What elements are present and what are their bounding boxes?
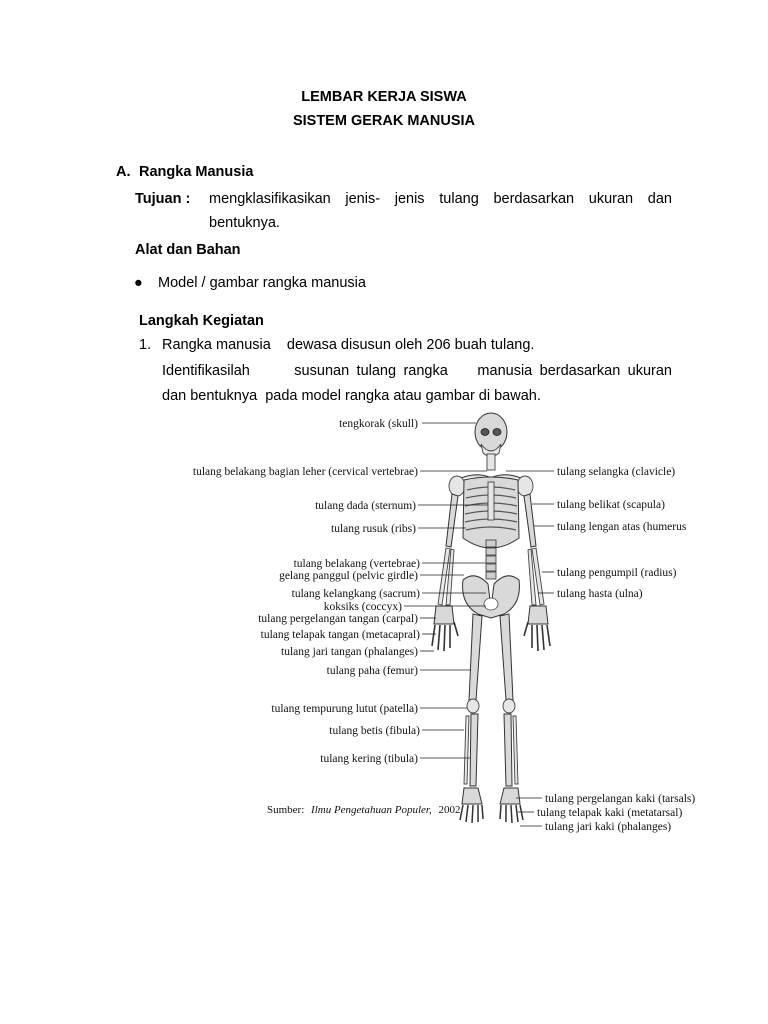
label-cervical-vertebrae: tulang belakang bagian leher (cervical vertebrae) xyxy=(192,466,418,478)
skeleton-figure xyxy=(170,408,730,844)
label-scapula: tulang belikat (scapula) xyxy=(557,499,665,511)
tujuan-text-line2: bentuknya. xyxy=(209,215,280,231)
section-a-marker: A. xyxy=(116,164,131,180)
label-sternum: tulang dada (sternum) xyxy=(315,500,416,512)
label-foot-phalanges: tulang jari kaki (phalanges) xyxy=(545,821,672,833)
label-vertebrae: tulang belakang (vertebrae) xyxy=(293,558,420,570)
step1-line2: Identifikasilah susunan tulang rangka manusia berdasarkan ukuran xyxy=(162,363,672,379)
alat-bahan-heading: Alat dan Bahan xyxy=(135,242,241,258)
skeleton-illustration xyxy=(432,413,550,823)
label-radius: tulang pengumpil (radius) xyxy=(557,567,677,579)
tujuan-label: Tujuan : xyxy=(135,191,191,207)
label-sacrum: tulang kelangkang (sacrum) xyxy=(291,588,420,600)
label-pelvic-girdle: gelang panggul (pelvic girdle) xyxy=(279,570,418,582)
bullet-icon: ● xyxy=(134,275,143,291)
source-title: Ilmu Pengetahuan Populer, xyxy=(311,804,432,816)
label-coccyx: koksiks (coccyx) xyxy=(323,601,402,613)
langkah-heading: Langkah Kegiatan xyxy=(139,313,264,329)
source-prefix: Sumber: xyxy=(267,804,305,816)
label-clavicle: tulang selangka (clavicle) xyxy=(557,466,676,478)
label-femur: tulang paha (femur) xyxy=(326,665,418,677)
label-tibula: tulang kering (tibula) xyxy=(320,753,418,765)
step1-number: 1. xyxy=(139,337,152,353)
label-ribs: tulang rusuk (ribs) xyxy=(331,523,416,535)
source-caption xyxy=(267,804,460,816)
worksheet-title: LEMBAR KERJA SISWA xyxy=(301,89,467,105)
label-carpal: tulang pergelangan tangan (carpal) xyxy=(258,613,418,625)
label-hand-phalanges: tulang jari tangan (phalanges) xyxy=(281,646,418,658)
label-humerus: tulang lengan atas (humerus xyxy=(557,521,687,533)
section-a-heading: Rangka Manusia xyxy=(139,164,254,180)
tujuan-text-line1: mengklasifikasikan jenis- jenis tulang berdasarkan ukuran dan xyxy=(209,191,672,207)
label-skull: tengkorak (skull) xyxy=(339,418,418,430)
label-fibula: tulang betis (fibula) xyxy=(329,725,420,737)
label-ulna: tulang hasta (ulna) xyxy=(557,588,643,600)
step1-line3: dan bentuknya pada model rangka atau gambar di bawah. xyxy=(162,388,541,404)
step1-line1: Rangka manusia dewasa disusun oleh 206 buah tulang. xyxy=(162,337,535,353)
label-tarsals: tulang pergelangan kaki (tarsals) xyxy=(545,793,696,805)
alat-item: Model / gambar rangka manusia xyxy=(158,275,366,291)
label-patella: tulang tempurung lutut (patella) xyxy=(271,703,418,715)
source-year: 2002 xyxy=(438,804,461,816)
label-metacarpal: tulang telapak tangan (metacapral) xyxy=(260,629,420,641)
label-metatarsal: tulang telapak kaki (metatarsal) xyxy=(537,807,683,819)
worksheet-subtitle: SISTEM GERAK MANUSIA xyxy=(292,113,476,129)
